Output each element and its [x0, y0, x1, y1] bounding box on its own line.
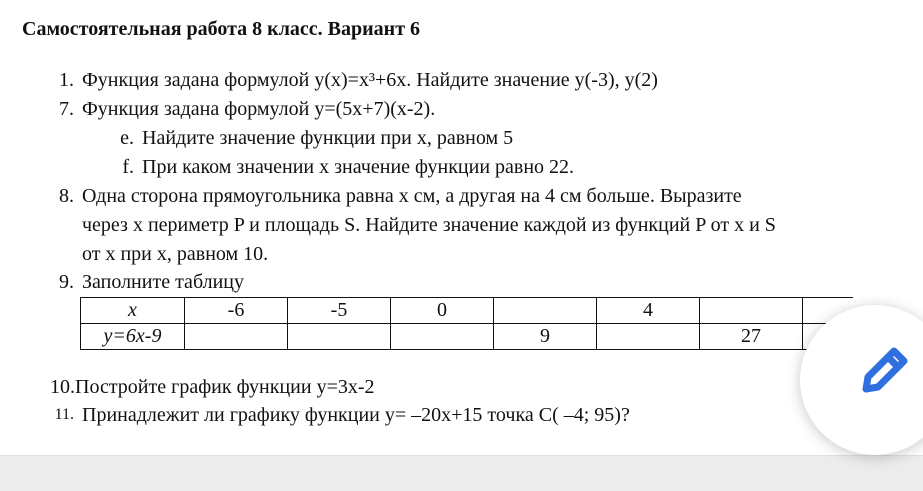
- task-7e: e. Найдите значение функции при х, равном 5: [120, 127, 514, 149]
- table-cell: x: [81, 298, 185, 324]
- table-cell: 0: [391, 298, 494, 324]
- table-cell: [700, 298, 803, 324]
- bottom-bar: [0, 455, 923, 491]
- task-9-text: Заполните таблицу: [82, 271, 245, 293]
- task-7-text: Функция задана формулой y=(5x+7)(x-2).: [82, 98, 436, 120]
- task-9: 9. Заполните таблицу: [59, 271, 245, 293]
- task-7e-text: Найдите значение функции при х, равном 5: [142, 127, 514, 149]
- table-cell: [494, 298, 597, 324]
- table-cell: 27: [700, 324, 803, 350]
- task-8-line-1: Одна сторона прямоугольника равна x см, а другая на 4 см больше. Выразите: [82, 185, 742, 207]
- table-cell: -5: [288, 298, 391, 324]
- table-row-x: [81, 298, 854, 324]
- table-row-y: [81, 324, 854, 350]
- table-cell: 9: [494, 324, 597, 350]
- function-table: [80, 297, 853, 350]
- task-11: 11. Принадлежит ли графику функции y= –20x+15 точка C( –4; 95)?: [54, 404, 630, 426]
- task-1-text: Функция задана формулой y(x)=x³+6x. Найдите значение y(-3), y(2): [82, 69, 658, 91]
- table-cell: y=6x-9: [81, 324, 185, 350]
- task-7f: f. При каком значении x значение функции равно 22.: [122, 156, 575, 178]
- task-7: 7. Функция задана формулой y=(5x+7)(x-2).: [59, 98, 436, 120]
- task-8: 8. Одна сторона прямоугольника равна x см, а другая на 4 см больше. Выразите через x периметр P и площадь S. Найдите значение каждой из функций P от x и S от x при x, равном 10.: [59, 185, 776, 265]
- table-cell: [391, 324, 494, 350]
- task-7f-text: При каком значении x значение функции равно 22.: [142, 156, 575, 178]
- task-10-text: Постройте график функции y=3x-2: [75, 376, 375, 398]
- table-cell: -6: [185, 298, 288, 324]
- table-cell: [288, 324, 391, 350]
- task-10-num: 10.: [50, 376, 75, 398]
- task-1: 1. Функция задана формулой y(x)=x³+6x. Найдите значение y(-3), y(2): [59, 69, 658, 91]
- task-10: [50, 375, 375, 399]
- table-cell: 4: [597, 298, 700, 324]
- table-cell: [597, 324, 700, 350]
- task-8-line-3: от x при x, равном 10.: [82, 243, 269, 265]
- pencil-icon: [856, 343, 912, 399]
- page-title: Самостоятельная работа 8 класс. Вариант 6: [22, 18, 421, 40]
- task-8-line-2: через x периметр P и площадь S. Найдите значение каждой из функций P от x и S: [82, 214, 776, 236]
- table-cell: [185, 324, 288, 350]
- task-11-text: Принадлежит ли графику функции y= –20x+15 точка C( –4; 95)?: [82, 404, 630, 426]
